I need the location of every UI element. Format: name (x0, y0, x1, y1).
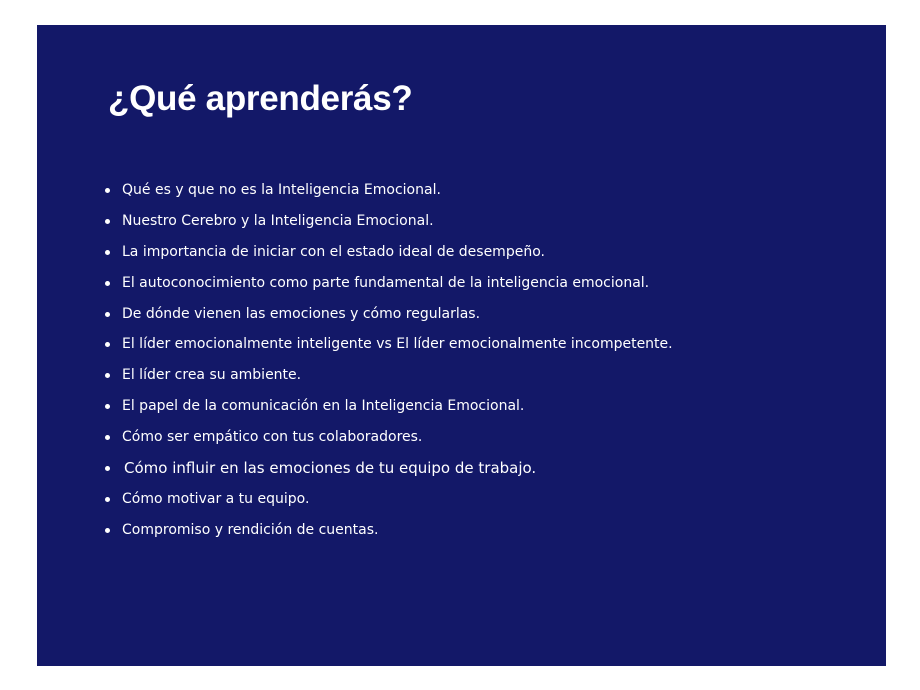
list-item-text: La importancia de iniciar con el estado ideal de desempeño. (122, 243, 545, 260)
list-item (103, 515, 863, 546)
bullet-icon (105, 219, 110, 224)
slide (37, 25, 886, 666)
list-item (103, 422, 863, 453)
bullet-icon (105, 250, 110, 255)
list-item-text: El líder crea su ambiente. (122, 367, 302, 384)
bullet-icon (105, 404, 110, 409)
bullet-icon (105, 312, 110, 317)
list-item (103, 175, 863, 206)
bullet-icon (105, 281, 110, 286)
bullet-icon (105, 342, 110, 347)
list-item-text: Cómo influir en las emociones de tu equipo de trabajo. (124, 459, 537, 478)
list-item (103, 360, 863, 391)
bullet-icon (105, 466, 110, 471)
list-item-text: Nuestro Cerebro y la Inteligencia Emocional. (122, 212, 434, 229)
bullet-icon (105, 373, 110, 378)
list-item (103, 329, 863, 360)
bullet-icon (105, 528, 110, 533)
list-item (103, 299, 863, 330)
bullet-icon (105, 188, 110, 193)
list-item-text: Compromiso y rendición de cuentas. (122, 521, 379, 538)
list-item (103, 453, 863, 484)
list-item (103, 484, 863, 515)
list-item (103, 237, 863, 268)
slide-title: ¿Qué aprenderás? (108, 79, 413, 118)
list-item-text: El papel de la comunicación en la Inteligencia Emocional. (122, 398, 525, 415)
list-item-text: Cómo ser empático con tus colaboradores. (122, 429, 423, 446)
bullet-list (103, 175, 863, 546)
list-item (103, 206, 863, 237)
bullet-icon (105, 435, 110, 440)
list-item-text: Cómo motivar a tu equipo. (122, 490, 310, 507)
list-item (103, 391, 863, 422)
list-item-text: El autoconocimiento como parte fundamental de la inteligencia emocional. (122, 274, 650, 291)
list-item (103, 268, 863, 299)
list-item-text: De dónde vienen las emociones y cómo regularlas. (122, 305, 481, 322)
bullet-icon (105, 497, 110, 502)
list-item-text: El líder emocionalmente inteligente vs El líder emocionalmente incompetente. (122, 336, 673, 353)
list-item-text: Qué es y que no es la Inteligencia Emocional. (122, 182, 441, 198)
